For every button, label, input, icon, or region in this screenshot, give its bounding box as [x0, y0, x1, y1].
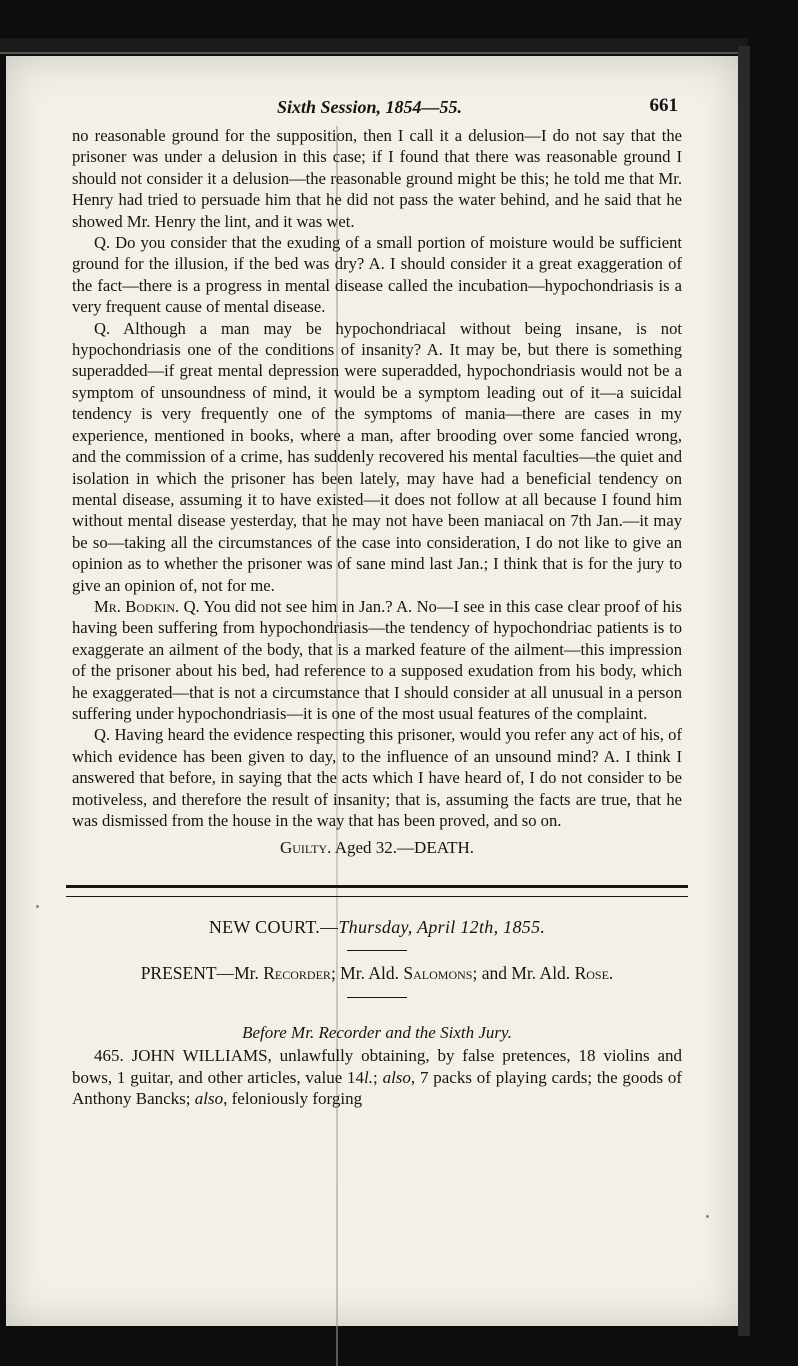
case-text-2: , 7 packs of playing cards; the goods of Anthony Bancks;	[72, 1067, 682, 1109]
speaker-name: Mr. Bodkin.	[94, 596, 180, 616]
present-label: PRESENT—	[140, 963, 235, 984]
court-name: NEW COURT.—	[208, 916, 339, 937]
page-header	[72, 95, 682, 125]
page-text	[72, 95, 682, 1110]
section-divider	[66, 885, 688, 897]
paragraph-4-text: Q. You did not see him in Jan.? A. No—I see in this case clear proof of his having been suffering from hypochondriasis—the tendency of hypochondriac patients is to exaggerate an ailment of the body, that is a marked feature of the ailment—this impression of the prisoner about his bed, had reference to a supposed exudation from his body, which he exaggerated—that is not a circumstance that I should consider at all unusual in a person suffering under hypochondriasis—it is one of the most usual features of the complaint.	[72, 596, 682, 723]
paragraph-3: Q. Although a man may be hypochondriacal without being insane, is not hypochondriasis one of the conditions of insanity? A. It may be, but there is something superadded—if great mental depression were superadded, hypochondriasis would not be a symptom of unsoundness of mind, it would be a symptom leading out of it—a suicidal tendency is very frequently one of the symptoms of mania—there are cases in my experience, mentioned in books, where a man, after brooding over some fancied wrong, and the commission of a crime, has suddenly recovered his mental faculties—the quiet and isolation in which the prisoner has been lately, may have had a beneficial tendency on mental disease, assuming it to have existed—it does not follow at all because I found him without mental disease yesterday, that he may not have been maniacal on 7th Jan.—it may be so—taking all the circumstances of the case into consideration, I do not like to give an opinion as to whether the prisoner was of sane mind last Jan.; I think that is for the jury to give an opinion of, not for me.	[72, 318, 682, 595]
case-text-3: , feloniously forging	[223, 1089, 363, 1109]
present-recorder: Recorder	[263, 963, 331, 984]
page-edge-right	[738, 46, 750, 1336]
present-salomons: Salomons	[403, 963, 473, 984]
case-also-2: also	[194, 1089, 224, 1109]
case-text-1: unlawfully obtaining, by false pretences, 18 violins and bows, 1 guitar, and other articles, value 14	[72, 1046, 683, 1087]
present-line	[72, 963, 682, 984]
paragraph-4	[72, 596, 682, 724]
paragraph-2: Q. Do you consider that the exuding of a small portion of moisture would be sufficient ground for the illusion, if the bed was dry? A. I should consider it a great exaggeration of the fact—there is a progress in mental disease called the incubation—hypochondriasis is a very frequent cause of mental disease.	[72, 233, 682, 317]
verdict	[72, 837, 682, 858]
present-sep-1: ; Mr. Ald.	[330, 963, 400, 984]
running-head: Sixth Session, 1854—55.	[277, 97, 463, 117]
short-rule-2	[347, 997, 407, 998]
present-sep-2: ; and Mr. Ald.	[472, 963, 571, 984]
case-unit: l.	[364, 1067, 374, 1087]
case-entry	[72, 1045, 682, 1110]
court-date: Thursday, April 12th, 1855.	[338, 916, 546, 937]
scan-speck	[706, 1215, 709, 1218]
case-also-1: also	[382, 1067, 411, 1087]
scan-speck	[36, 905, 39, 908]
verdict-sentence: Aged 32.—DEATH.	[334, 838, 475, 858]
court-heading	[72, 917, 682, 938]
before-line: Before Mr. Recorder and the Sixth Jury.	[242, 1022, 512, 1042]
page-edge-top	[0, 38, 748, 54]
case-number-name: 465. JOHN WILLIAMS,	[94, 1046, 272, 1066]
case-sep: ;	[373, 1067, 383, 1087]
paragraph-5: Q. Having heard the evidence respecting this prisoner, would you refer any act of his, of which evidence has been given to day, to the influence of an unsound mind? A. I think I answered that before, in saying that the acts which I have heard of, I do not consider to be motiveless, and therefore the result of insanity; that is, assuming the facts are true, that he was dismissed from the house in the way that has been proved, and so on.	[72, 725, 682, 830]
present-rose: Rose.	[574, 963, 614, 984]
page-number: 661	[649, 95, 678, 116]
short-rule-1	[347, 950, 407, 951]
present-mr: Mr.	[234, 963, 259, 984]
paragraph-1: no reasonable ground for the supposition, then I call it a delusion—I do not say that the prisoner was under a delusion in this case; if I found that there was reasonable ground I should not consider it a delusion—the reasonable ground might be this; he told me that Mr. Henry had tried to persuade him that he did not pass the water behind, and he said that he showed Mr. Henry the lint, and it was wet.	[72, 126, 682, 231]
verdict-label: Guilty.	[279, 838, 332, 858]
